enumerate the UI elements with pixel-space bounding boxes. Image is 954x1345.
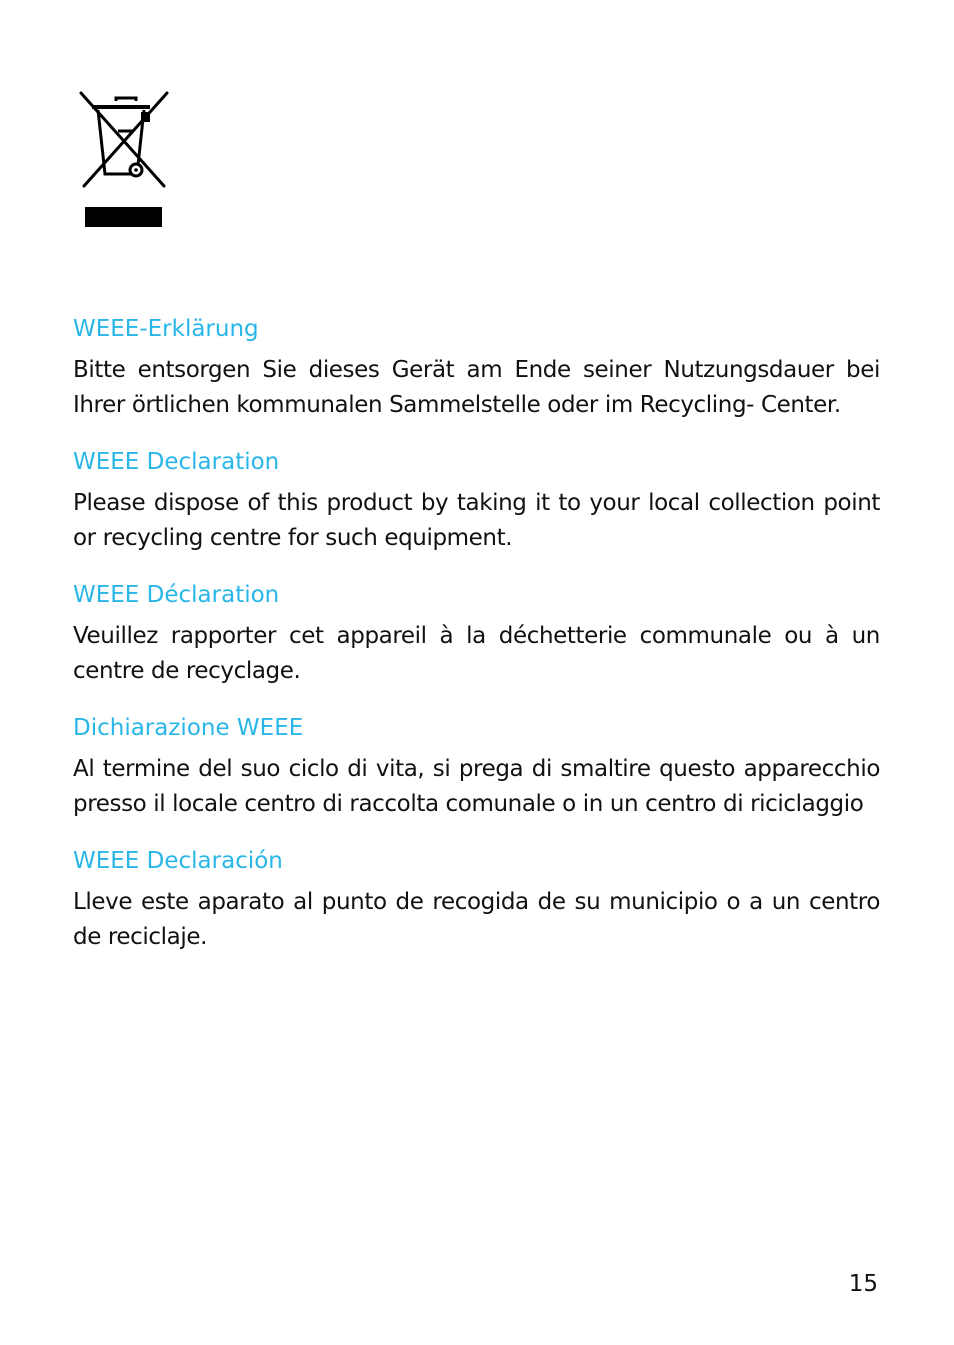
section-en [73,445,880,556]
section-fr [73,578,880,689]
section-it [73,711,880,822]
section-heading: WEEE Declaration [73,449,280,475]
crossed-out-wheelie-bin-icon [78,90,170,230]
section-de [73,312,880,423]
section-heading: WEEE Déclaration [73,582,280,608]
section-es [73,844,880,955]
section-body: Lleve este aparato al punto de recogida de su municipio o a un centro de reciclaje. [73,889,880,950]
section-heading: WEEE Declaración [73,848,283,874]
weee-declarations [73,312,880,977]
section-body: Bitte entsorgen Sie dieses Gerät am Ende seiner Nutzungsdauer bei Ihrer örtlichen kommunalen Sammelstelle oder im Recycling- Center. [73,357,880,418]
section-body: Please dispose of this product by taking it to your local collection point or recycling centre for such equipment. [73,490,880,551]
page-number: 15 [848,1271,878,1297]
section-body: Al termine del suo ciclo di vita, si prega di smaltire questo apparecchio presso il locale centro di raccolta comunale o in un centro di riciclaggio [73,756,880,817]
section-heading: Dichiarazione WEEE [73,715,304,741]
section-heading: WEEE-Erklärung [73,316,259,342]
section-body: Veuillez rapporter cet appareil à la déchetterie communale ou à un centre de recyclage. [73,623,880,684]
